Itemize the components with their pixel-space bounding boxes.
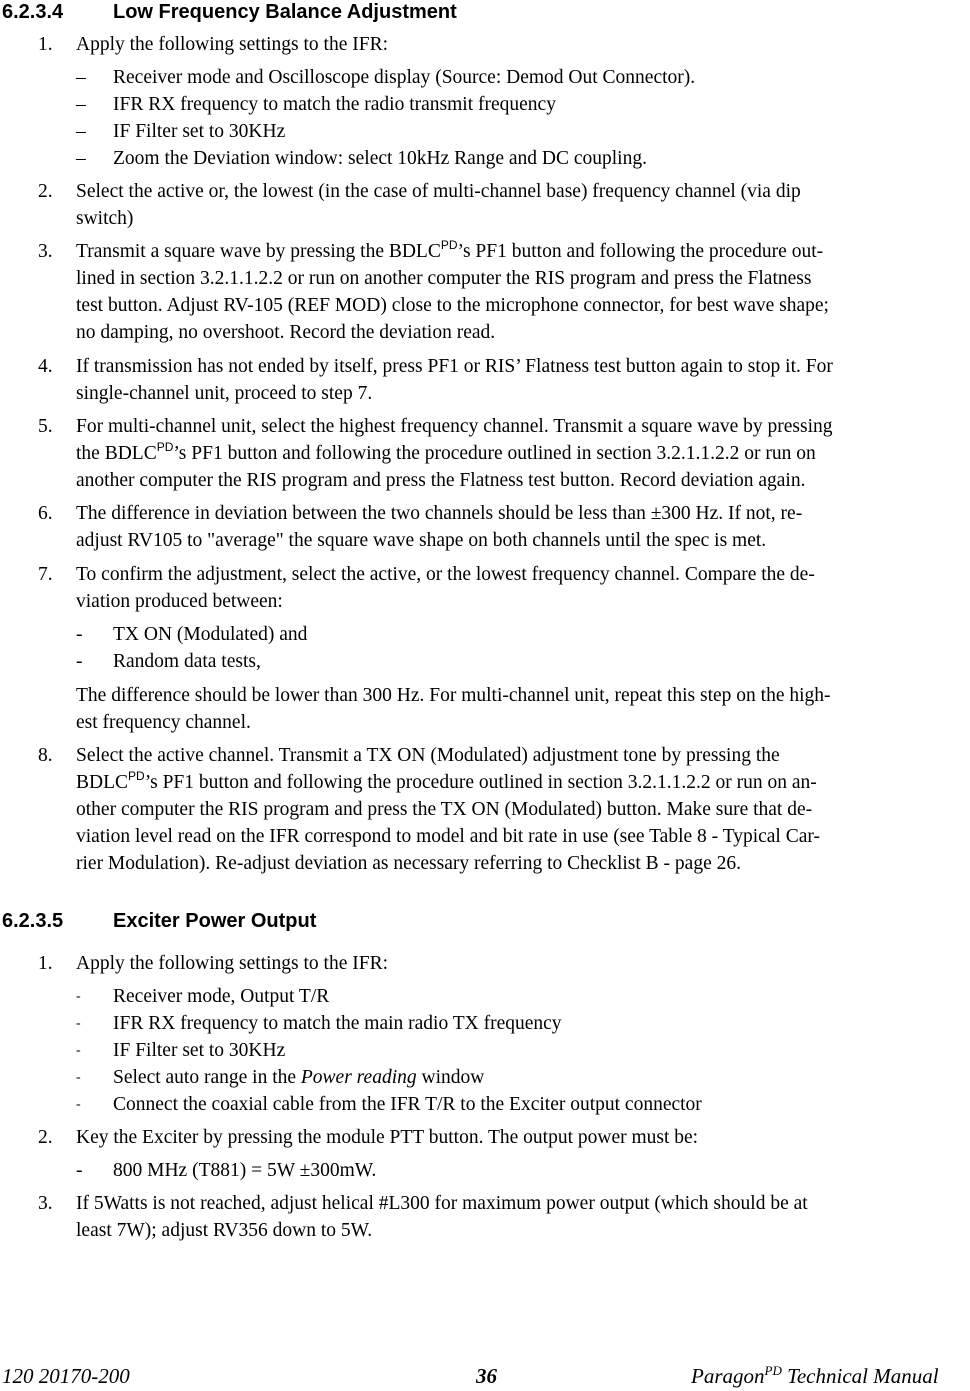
step-number: 8. <box>38 745 53 766</box>
sub-item-marker: - <box>76 1097 81 1112</box>
step-text-line: other computer the RIS program and press the TX ON (Modulated) button. Make sure that de- <box>76 799 813 820</box>
step-text-line: lined in section 3.2.1.1.2.2 or run on another computer the RIS program and press the Flatness <box>76 268 812 289</box>
footer-manual-title <box>691 1364 939 1391</box>
heading-6-2-3-5 <box>2 909 316 933</box>
step-number: 4. <box>38 356 53 377</box>
step-text-line: viation level read on the IFR correspond to model and bit rate in use (see Table 8 - Typical Car- <box>76 826 820 847</box>
section-number: 6.2.3.4 <box>2 1 64 23</box>
step-text-line: Select the active channel. Transmit a TX ON (Modulated) adjustment tone by pressing the <box>76 745 780 766</box>
footer-page-number: 36 <box>476 1364 497 1388</box>
step-number: 1. <box>38 34 53 55</box>
step-text-line <box>76 442 816 467</box>
text-run: Select auto range in the <box>113 1067 301 1088</box>
sub-item-marker: – <box>76 148 86 169</box>
sub-item-marker: – <box>76 67 86 88</box>
step-text-line: To confirm the adjustment, select the active, or the lowest frequency channel. Compare the de- <box>76 564 815 585</box>
manual-suffix: Technical Manual <box>781 1364 939 1388</box>
step-text-line: Apply the following settings to the IFR: <box>76 953 388 974</box>
manual-name: Paragon <box>691 1364 765 1388</box>
text-run: the BDLC <box>76 443 157 464</box>
sub-item-text: Random data tests, <box>113 651 261 672</box>
sub-item-text: Zoom the Deviation window: select 10kHz Range and DC coupling. <box>113 148 647 169</box>
step-text-line: Select the active or, the lowest (in the case of multi-channel base) frequency channel (via dip <box>76 181 801 202</box>
footer-doc-number: 120 20170-200 <box>2 1364 130 1388</box>
sub-item-text: IF Filter set to 30KHz <box>113 121 286 142</box>
sub-item-marker: - <box>76 1070 81 1085</box>
step-text-line: adjust RV105 to "average" the square wave shape on both channels until the spec is met. <box>76 530 767 551</box>
sub-item-text: TX ON (Modulated) and <box>113 624 308 645</box>
superscript-pd: PD <box>156 440 174 454</box>
sub-item-text: IFR RX frequency to match the radio transmit frequency <box>113 94 556 115</box>
sub-item-text: Receiver mode and Oscilloscope display (Source: Demod Out Connector). <box>113 67 696 88</box>
text-run: ’s PF1 button and following the procedure outlined in section 3.2.1.1.2.2 or run on an- <box>144 772 817 793</box>
sub-item-marker: - <box>76 1160 83 1181</box>
italic-term: Power reading <box>300 1067 417 1088</box>
step-number: 3. <box>38 1193 53 1214</box>
text-run: ’s PF1 button and following the procedure outlined in section 3.2.1.1.2.2 or run on <box>173 443 816 464</box>
step-number: 5. <box>38 416 53 437</box>
step-text-line: Apply the following settings to the IFR: <box>76 34 388 55</box>
sub-item-marker: – <box>76 94 86 115</box>
text-run: BDLC <box>76 772 129 793</box>
manual-superscript: PD <box>764 1363 782 1378</box>
text-run: Transmit a square wave by pressing the BDLC <box>76 241 441 262</box>
step-text-line: If transmission has not ended by itself, press PF1 or RIS’ Flatness test button again to stop it. For <box>76 356 833 377</box>
section-title: Low Frequency Balance Adjustment <box>113 1 457 23</box>
step-number: 1. <box>38 953 53 974</box>
step-note-line: The difference should be lower than 300 Hz. For multi-channel unit, repeat this step on the high- <box>76 685 831 706</box>
section-title: Exciter Power Output <box>113 910 317 932</box>
heading-6-2-3-4 <box>2 0 457 24</box>
step-text-line: test button. Adjust RV-105 (REF MOD) close to the microphone connector, for best wave shape; <box>76 295 829 316</box>
step-text-line <box>76 771 817 796</box>
step-number: 2. <box>38 181 53 202</box>
sub-item-text: IF Filter set to 30KHz <box>113 1040 286 1061</box>
text-run: window <box>416 1067 485 1088</box>
step-note-line: est frequency channel. <box>76 712 251 733</box>
step-text-line: switch) <box>76 208 134 229</box>
step-text-line: least 7W); adjust RV356 down to 5W. <box>76 1220 373 1241</box>
step-text-line: If 5Watts is not reached, adjust helical #L300 for maximum power output (which should be at <box>76 1193 808 1214</box>
step-text-line <box>76 240 823 265</box>
step-text-line: For multi-channel unit, select the highest frequency channel. Transmit a square wave by pressing <box>76 416 833 437</box>
step-number: 7. <box>38 564 53 585</box>
text-run: ’s PF1 button and following the procedure out- <box>457 241 824 262</box>
sub-item-marker: - <box>76 624 83 645</box>
section-number: 6.2.3.5 <box>2 910 64 932</box>
sub-item-text <box>113 1066 484 1090</box>
sub-item-text: Connect the coaxial cable from the IFR T/R to the Exciter output connector <box>113 1094 702 1115</box>
sub-item-marker: - <box>76 651 83 672</box>
superscript-pd: PD <box>128 769 145 783</box>
step-number: 3. <box>38 241 53 262</box>
sub-item-text: 800 MHz (T881) = 5W ±300mW. <box>113 1160 377 1181</box>
sub-item-text: IFR RX frequency to match the main radio TX frequency <box>113 1013 562 1034</box>
step-text-line: no damping, no overshoot. Record the deviation read. <box>76 322 496 343</box>
step-number: 6. <box>38 503 53 524</box>
step-text-line: another computer the RIS program and press the Flatness test button. Record deviation again. <box>76 470 806 491</box>
superscript-pd: PD <box>440 238 458 252</box>
step-text-line: viation produced between: <box>76 591 283 612</box>
step-number: 2. <box>38 1127 53 1148</box>
step-text-line: rier Modulation). Re-adjust deviation as necessary referring to Checklist B - page 26. <box>76 853 741 874</box>
sub-item-marker: – <box>76 121 86 142</box>
step-text-line: single-channel unit, proceed to step 7. <box>76 383 373 404</box>
sub-item-marker: - <box>76 1043 81 1058</box>
sub-item-marker: - <box>76 989 81 1004</box>
sub-item-text: Receiver mode, Output T/R <box>113 986 330 1007</box>
step-text-line: Key the Exciter by pressing the module PTT button. The output power must be: <box>76 1127 699 1148</box>
sub-item-marker: - <box>76 1016 81 1031</box>
step-text-line: The difference in deviation between the two channels should be less than ±300 Hz. If not, re- <box>76 503 803 524</box>
